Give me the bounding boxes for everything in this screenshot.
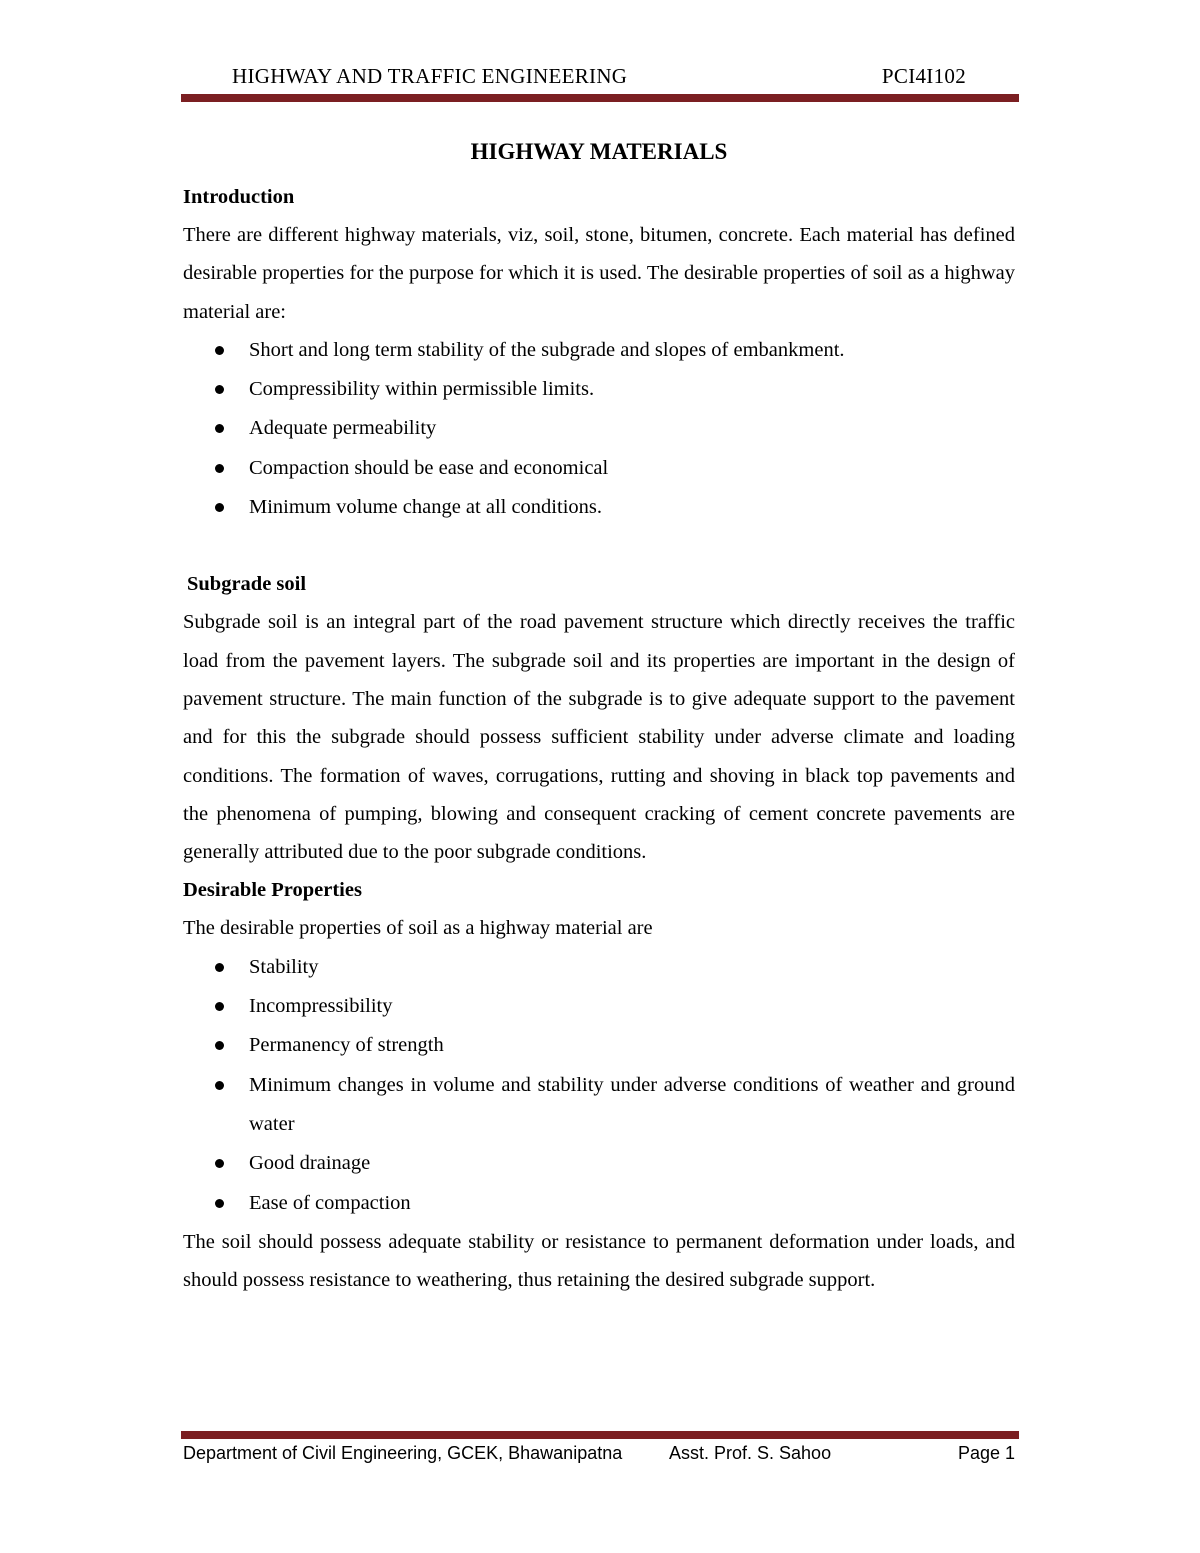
desirable-properties-closing-paragraph: The soil should possess adequate stability or resistance to permanent deformation under loads, and should possess resistance to weathering, thus retaining the desired subgrade support. — [183, 1230, 1015, 1292]
footer-author: Asst. Prof. S. Sahoo — [669, 1443, 832, 1463]
course-code: PCI4I102 — [881, 64, 966, 88]
desirable-properties-bullet-list — [183, 948, 1015, 1223]
list-item: Minimum volume change at all conditions. — [249, 488, 1015, 527]
course-title: HIGHWAY AND TRAFFIC ENGINEERING — [232, 64, 628, 88]
footer-page-number: Page 1 — [957, 1443, 1015, 1463]
section-gap — [183, 527, 1015, 565]
desirable-properties-intro: The desirable properties of soil as a highway material are — [183, 917, 653, 940]
list-item: Minimum changes in volume and stability under adverse conditions of weather and ground water — [249, 1066, 1015, 1145]
introduction-paragraph: There are different highway materials, viz, soil, stone, bitumen, concrete. Each material has defined desirable properties for the purpose for which it is used. The desirable properties of soil as a highway material are: — [183, 224, 1015, 323]
introduction-bullet-list — [183, 331, 1015, 527]
list-item: Short and long term stability of the subgrade and slopes of embankment. — [249, 331, 1015, 370]
list-item: Ease of compaction — [249, 1184, 1015, 1223]
desirable-properties-heading: Desirable Properties — [183, 879, 362, 902]
subgrade-soil-paragraph: Subgrade soil is an integral part of the road pavement structure which directly receives the traffic load from the pavement layers. The subgrade soil and its properties are important in the design of pavement structure. The main function of the subgrade is to give adequate support to the pavement and for this the subgrade should possess sufficient stability under adverse climate and loading conditions. The formation of waves, corrugations, rutting and shoving in black top pavements and the phenomena of pumping, blowing and consequent cracking of cement concrete pavements are generally attributed due to the poor subgrade conditions. — [183, 611, 1015, 864]
page-header — [232, 64, 966, 89]
page-body — [183, 130, 1015, 1299]
footer-department: Department of Civil Engineering, GCEK, Bhawanipatna — [183, 1443, 623, 1463]
list-item: Incompressibility — [249, 987, 1015, 1026]
introduction-heading: Introduction — [183, 186, 295, 208]
list-item: Adequate permeability — [249, 409, 1015, 448]
header-divider — [181, 94, 1019, 102]
subgrade-soil-heading: Subgrade soil — [187, 573, 307, 596]
footer-divider — [181, 1431, 1019, 1439]
list-item: Compressibility within permissible limits. — [249, 370, 1015, 409]
list-item: Compaction should be ease and economical — [249, 449, 1015, 488]
list-item: Permanency of strength — [249, 1026, 1015, 1065]
list-item: Good drainage — [249, 1144, 1015, 1183]
list-item: Stability — [249, 948, 1015, 987]
page-footer — [183, 1440, 1015, 1466]
document-title: HIGHWAY MATERIALS — [470, 139, 728, 164]
